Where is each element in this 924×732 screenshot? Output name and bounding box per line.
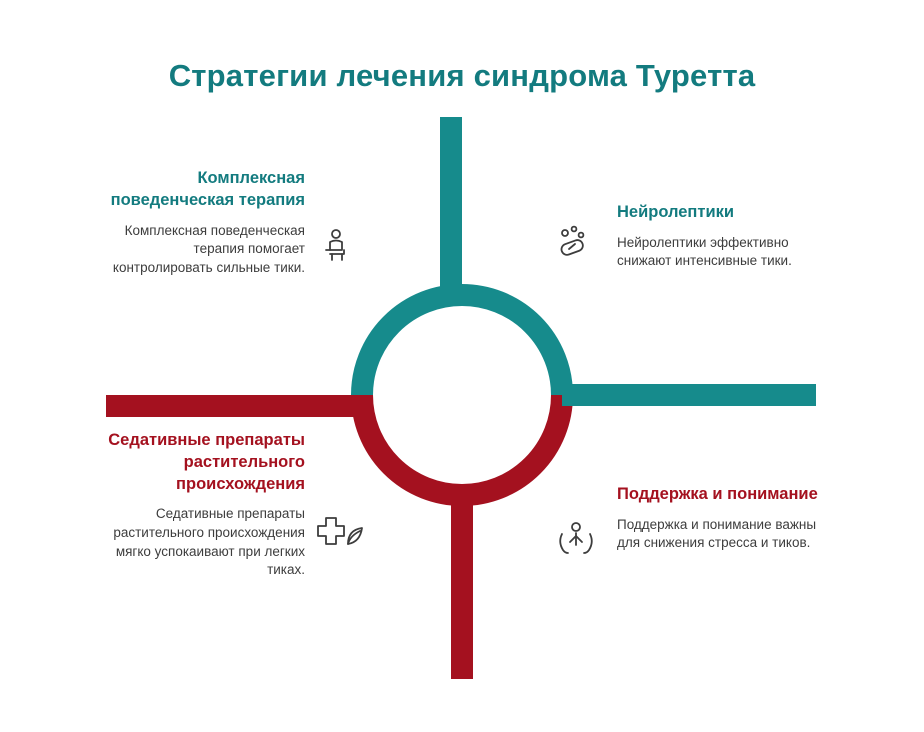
arm-left — [106, 395, 362, 417]
quadrant-neuroleptics — [617, 202, 832, 271]
pills-capsule-icon — [553, 222, 599, 273]
quadrant-cbt-heading: Комплексная поведенческая терапия — [110, 169, 305, 209]
quadrant-cbt-body: Комплексная поведенческая терапия помогает контролировать сильные тики. — [112, 222, 305, 275]
arc-top-left — [362, 295, 462, 395]
quadrant-sedative-heading: Седативные препараты растительного происхождения — [108, 431, 305, 493]
quadrant-cbt — [100, 168, 305, 277]
person-sitting-icon — [318, 226, 358, 271]
person-with-hands-icon — [553, 518, 599, 569]
arc-bottom-right — [462, 395, 562, 495]
page-title: Стратегии лечения синдрома Туретта — [168, 58, 756, 93]
quadrant-neuroleptics-body: Нейролептики эффективно снижают интенсивные тики. — [617, 234, 792, 269]
quadrant-sedative — [100, 430, 305, 580]
quadrant-support — [617, 484, 842, 553]
arc-bottom-left — [362, 395, 462, 495]
arm-bottom — [451, 493, 473, 679]
quadrant-support-heading: Поддержка и понимание — [617, 485, 818, 503]
arm-right — [562, 384, 816, 406]
arm-top — [440, 117, 462, 297]
medical-cross-leaf-icon — [314, 512, 374, 565]
quadrant-neuroleptics-heading: Нейролептики — [617, 203, 735, 221]
arc-top-right — [462, 295, 562, 395]
quadrant-sedative-body: Седативные препараты растительного происхождения мягко успокаивают при легких тиках. — [113, 506, 305, 578]
quadrant-support-body: Поддержка и понимание важны для снижения стресса и тиков. — [617, 516, 817, 551]
